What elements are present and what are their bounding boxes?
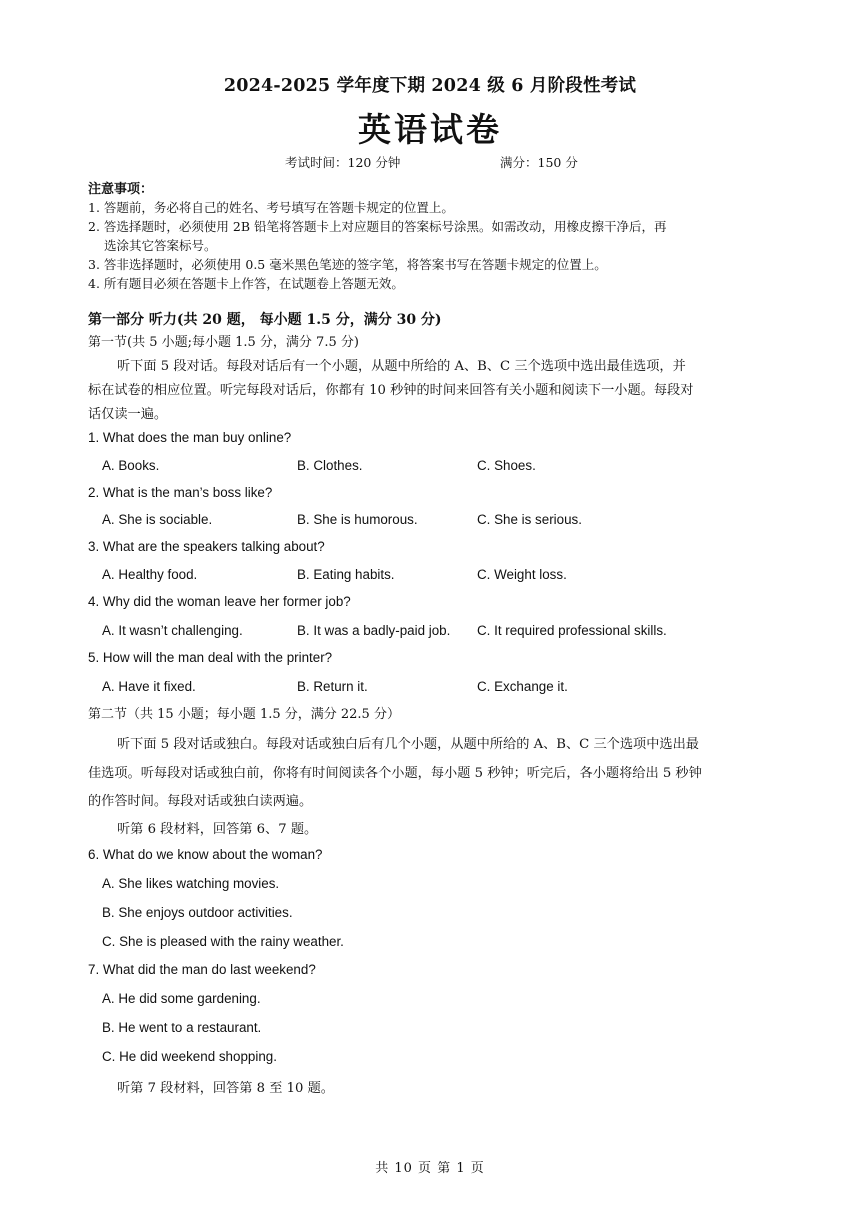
option-c: C. Weight loss. [477, 567, 567, 582]
option-a: A. She is sociable. [102, 512, 213, 527]
material-7-note: 听第 7 段材料，回答第 8 至 10 题。 [117, 1081, 334, 1096]
option-b: B. She is humorous. [297, 512, 418, 527]
notes-title: 注意事项： [88, 182, 154, 197]
section2-instruction: 的作答时间。每段对话或独白读两遍。 [88, 794, 313, 809]
section1-heading: 第一节(共 5 小题;每小题 1.5 分，满分 7.5 分) [88, 335, 359, 350]
option-c: C. Shoes. [477, 458, 536, 473]
option-b: B. She enjoys outdoor activities. [102, 905, 293, 920]
exam-time: 考试时间：120 分钟 [285, 155, 401, 170]
question-stem: 3. What are the speakers talking about? [88, 539, 325, 554]
subject-title: 英语试卷 [358, 110, 502, 149]
question-stem: 7. What did the man do last weekend? [88, 962, 316, 977]
option-c: C. He did weekend shopping. [102, 1049, 277, 1064]
section2-instruction: 听下面 5 段对话或独白。每段对话或独白后有几个小题，从题中所给的 A、B、C 三个选项中选出最 [117, 737, 699, 752]
section2-heading: 第二节（共 15 小题；每小题 1.5 分，满分 22.5 分） [88, 707, 400, 722]
part1-heading: 第一部分 听力(共 20 题， 每小题 1.5 分，满分 30 分) [88, 312, 442, 328]
option-a: A. She likes watching movies. [102, 876, 280, 891]
option-b: B. It was a badly-paid job. [297, 623, 451, 638]
question-stem: 4. Why did the woman leave her former job? [88, 594, 351, 609]
option-c: C. It required professional skills. [477, 623, 667, 638]
note-item: 4. 所有题目必须在答题卡上作答，在试题卷上答题无效。 [88, 276, 404, 291]
option-b: B. He went to a restaurant. [102, 1020, 262, 1035]
option-a: A. He did some gardening. [102, 991, 261, 1006]
option-a: A. Books. [102, 458, 160, 473]
note-item: 2. 答选择题时，必须使用 2B 铅笔将答题卡上对应题目的答案标号涂黑。如需改动，用橡皮擦干净后，再 [88, 219, 667, 234]
note-item: 1. 答题前，务必将自己的姓名、考号填写在答题卡规定的位置上。 [88, 200, 454, 215]
option-b: B. Clothes. [297, 458, 363, 473]
exam-title-line: 2024-2025 学年度下期 2024 级 6 月阶段性考试 [223, 76, 637, 96]
option-b: B. Return it. [297, 679, 368, 694]
option-c: C. She is pleased with the rainy weather. [102, 934, 344, 949]
note-item: 选涂其它答案标号。 [104, 238, 217, 253]
page-footer: 共 10 页 第 1 页 [375, 1161, 485, 1176]
option-a: A. Have it fixed. [102, 679, 196, 694]
option-a: A. Healthy food. [102, 567, 198, 582]
option-c: C. She is serious. [477, 512, 582, 527]
section1-instruction: 听下面 5 段对话。每段对话后有一个小题，从题中所给的 A、B、C 三个选项中选出最佳选项，并 [117, 359, 686, 374]
note-item: 3. 答非选择题时，必须使用 0.5 毫米黑色笔迹的签字笔，将答案书写在答题卡规定的位置上。 [88, 257, 607, 272]
section1-instruction: 话仅读一遍。 [88, 407, 168, 422]
option-a: A. It wasn’t challenging. [102, 623, 243, 638]
question-stem: 1. What does the man buy online? [88, 430, 292, 445]
section1-instruction: 标在试卷的相应位置。听完每段对话后，你都有 10 秒钟的时间来回答有关小题和阅读下一小题。每段对 [88, 383, 694, 398]
material-6-note: 听第 6 段材料，回答第 6、7 题。 [117, 822, 318, 837]
option-b: B. Eating habits. [297, 567, 395, 582]
option-c: C. Exchange it. [477, 679, 568, 694]
question-stem: 2. What is the man’s boss like? [88, 485, 273, 500]
question-stem: 5. How will the man deal with the printer? [88, 650, 333, 665]
section2-instruction: 佳选项。听每段对话或独白前，你将有时间阅读各个小题，每小题 5 秒钟；听完后，各小题将给出 5 秒钟 [88, 766, 702, 781]
full-score: 满分：150 分 [500, 155, 578, 170]
question-stem: 6. What do we know about the woman? [88, 847, 323, 862]
